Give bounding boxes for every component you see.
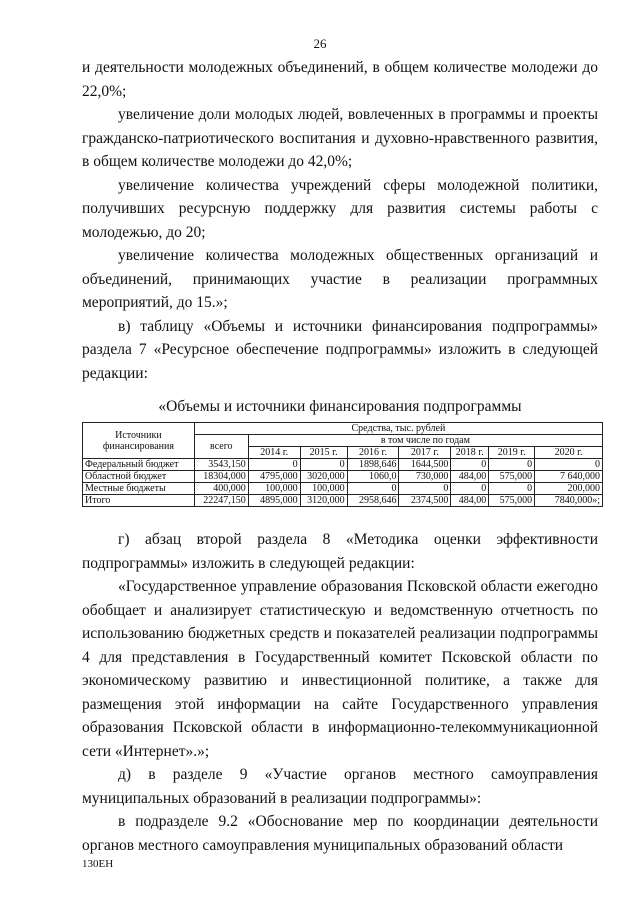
year-header: 2014 г. <box>248 447 300 459</box>
page-number: 26 <box>313 36 327 51</box>
cell: 0 <box>300 459 347 471</box>
year-header: 2016 г. <box>347 447 399 459</box>
cell: 3120,000 <box>300 495 347 507</box>
cell: 730,000 <box>399 471 451 483</box>
row-name: Федеральный бюджет <box>83 459 195 471</box>
cell: 100,000 <box>300 483 347 495</box>
cell: 0 <box>451 459 489 471</box>
cell: 575,000 <box>489 495 535 507</box>
cell: 0 <box>347 483 399 495</box>
paragraph: д) в разделе 9 «Участие органов местного самоуправления муниципальных образований в реализации подпрограммы»: <box>82 766 598 807</box>
cell: 1644,500 <box>399 459 451 471</box>
financing-table <box>82 422 603 507</box>
year-header: 2019 г. <box>489 447 535 459</box>
table-row <box>83 471 603 483</box>
cell: 4795,000 <box>248 471 300 483</box>
cell: 18304,000 <box>194 471 248 483</box>
year-header: 2017 г. <box>399 447 451 459</box>
body-text-bottom <box>82 528 598 857</box>
cell: 200,000 <box>535 483 603 495</box>
paragraph: увеличение доли молодых людей, вовлеченных в программы и проекты гражданско-патриотического воспитания и духовно-нравственного развития, в общем количестве молодежи до 42,0%; <box>82 106 598 170</box>
header-by-year: в том числе по годам <box>248 435 602 447</box>
paragraph: увеличение количества молодежных общественных организаций и объединений, принимающих участие в реализации программных мероприятий, до 15.»; <box>82 247 598 311</box>
cell: 2958,646 <box>347 495 399 507</box>
cell: 484,00 <box>451 495 489 507</box>
cell: 0 <box>248 459 300 471</box>
header-funds: Средства, тыс. рублей <box>194 423 602 435</box>
header-total: всего <box>194 435 248 459</box>
paragraph: и деятельности молодежных объединений, в общем количестве молодежи до 22,0%; <box>82 59 598 100</box>
body-text-top <box>82 56 598 385</box>
cell: 0 <box>489 459 535 471</box>
header-source: Источники финансирования <box>83 423 195 459</box>
cell: 7 640,000 <box>535 471 603 483</box>
cell: 0 <box>489 483 535 495</box>
paragraph: г) абзац второй раздела 8 «Методика оценки эффективности подпрограммы» изложить в следующей редакции: <box>82 531 598 572</box>
cell: 4895,000 <box>248 495 300 507</box>
cell: 2374,500 <box>399 495 451 507</box>
row-name: Областной бюджет <box>83 471 195 483</box>
year-header: 2015 г. <box>300 447 347 459</box>
cell: 1060,0 <box>347 471 399 483</box>
cell: 575,000 <box>489 471 535 483</box>
year-header: 2018 г. <box>451 447 489 459</box>
cell: 484,00 <box>451 471 489 483</box>
paragraph: в подразделе 9.2 «Обоснование мер по координации деятельности органов местного самоуправления муниципальных образований области <box>82 813 598 854</box>
cell: 22247,150 <box>194 495 248 507</box>
cell: 0 <box>399 483 451 495</box>
row-name: Итого <box>83 495 195 507</box>
cell: 0 <box>535 459 603 471</box>
cell: 400,000 <box>194 483 248 495</box>
table-row <box>83 483 603 495</box>
document-code: 130ЕН <box>82 858 114 870</box>
cell: 0 <box>451 483 489 495</box>
year-header: 2020 г. <box>535 447 603 459</box>
cell: 100,000 <box>248 483 300 495</box>
cell: 3020,000 <box>300 471 347 483</box>
row-name: Местные бюджеты <box>83 483 195 495</box>
table-row <box>83 495 603 507</box>
paragraph: увеличение количества учреждений сферы молодежной политики, получивших ресурсную поддержку для развития системы работы с молодежью, до 20; <box>82 176 598 241</box>
table-row <box>83 459 603 471</box>
cell: 1898,646 <box>347 459 399 471</box>
cell: 3543,150 <box>194 459 248 471</box>
paragraph: «Государственное управление образования Псковской области ежегодно обобщает и анализирует статистическую и ведомственную отчетность по использованию бюджетных средств и показателей реализации подпрограммы 4 для представления в Государственный комитет Псковской области по экономическому развитию и инвестиционной политике, а также для размещения этой информации на сайте Государственного управления образования Псковской области в информационно-телекоммуникационной сети «Интернет».»; <box>82 578 598 760</box>
cell: 7840,000»; <box>535 495 603 507</box>
paragraph: в) таблицу «Объемы и источники финансирования подпрограммы» раздела 7 «Ресурсное обеспечение подпрограммы» изложить в следующей редакции: <box>82 317 598 382</box>
table-title: «Объемы и источники финансирования подпрограммы <box>158 398 522 415</box>
